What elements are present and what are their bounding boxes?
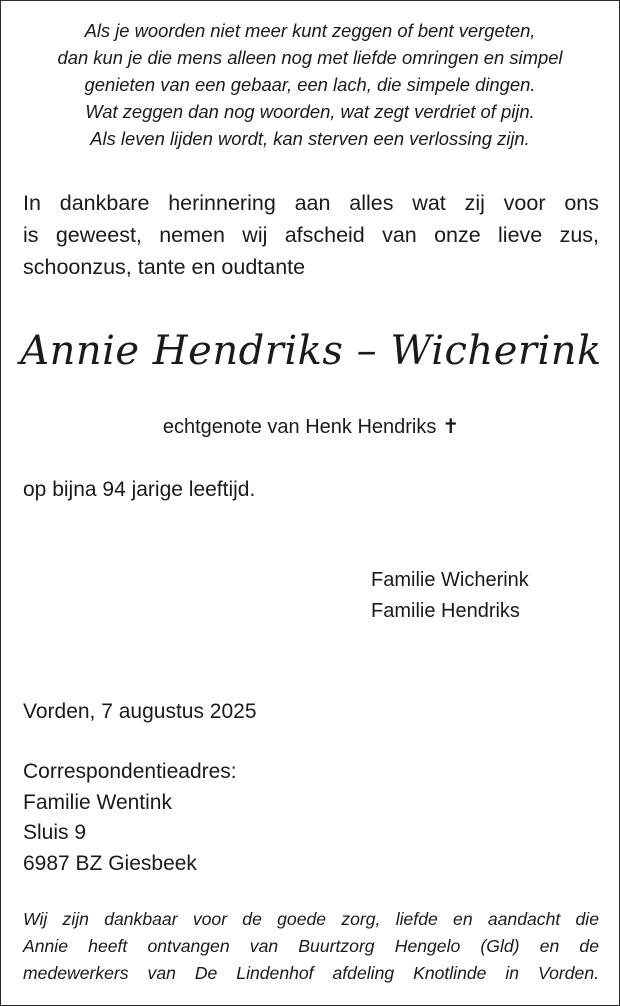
place-date: Vorden, 7 augustus 2025 xyxy=(23,700,257,723)
correspondence-address xyxy=(23,757,237,879)
spouse-text: echtgenote van Henk Hendriks xyxy=(162,416,437,438)
cross-icon: ✝ xyxy=(442,414,460,438)
poem-line: dan kun je die mens alleen nog met liefde omringen en simpel xyxy=(57,47,563,68)
deceased-name: Annie Hendriks – Wicherink xyxy=(20,328,602,374)
family-name: Familie Wicherink xyxy=(371,569,529,591)
address-line: Familie Wentink xyxy=(23,790,172,814)
age-line: op bijna 94 jarige leeftijd. xyxy=(23,478,256,501)
intro-line: In dankbare herinnering aan alles wat zij voor ons xyxy=(23,191,599,215)
poem xyxy=(13,17,607,152)
intro-paragraph xyxy=(23,187,599,283)
spouse-line xyxy=(1,411,620,442)
family-name: Familie Hendriks xyxy=(371,600,520,622)
address-line: Sluis 9 xyxy=(23,821,87,844)
address-line: 6987 BZ Giesbeek xyxy=(23,851,197,875)
thanks-line: Wij zijn dankbaar voor de goede zorg, liefde en aandacht die xyxy=(23,909,599,929)
intro-line: is geweest, nemen wij afscheid van onze lieve zus, xyxy=(23,223,599,247)
thanks-paragraph xyxy=(23,906,599,987)
poem-line: Wat zeggen dan nog woorden, wat zegt verdriet of pijn. xyxy=(85,101,535,122)
poem-line: genieten van een gebaar, een lach, die simpele dingen. xyxy=(84,74,536,95)
address-line: Correspondentieadres: xyxy=(23,760,237,783)
family-signatures xyxy=(371,565,529,627)
intro-line: schoonzus, tante en oudtante xyxy=(23,255,306,279)
thanks-line: Annie heeft ontvangen van Buurtzorg Hengelo (Gld) en de xyxy=(23,936,599,956)
thanks-line: medewerkers van De Lindenhof afdeling Knotlinde in Vorden. xyxy=(23,963,599,983)
poem-line: Als je woorden niet meer kunt zeggen of bent vergeten, xyxy=(84,20,536,41)
poem-line: Als leven lijden wordt, kan sterven een verlossing zijn. xyxy=(90,128,530,149)
